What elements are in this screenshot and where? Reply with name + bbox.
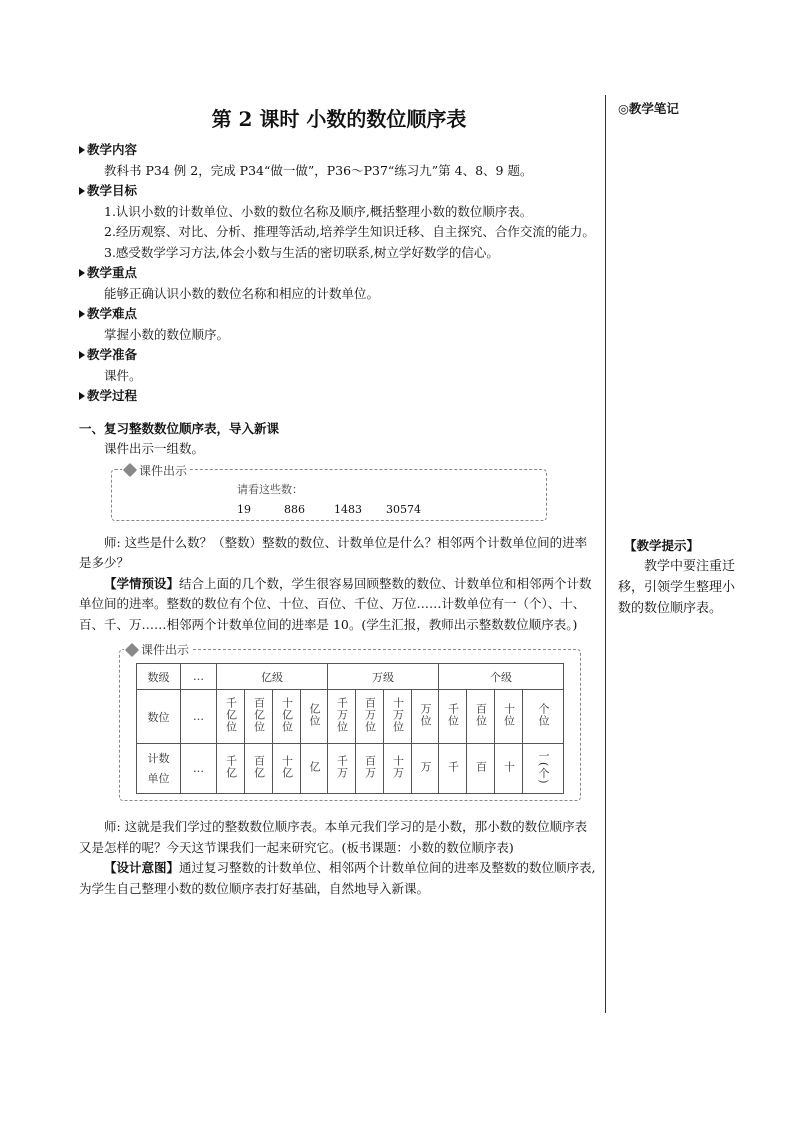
- unit-cell: 百: [467, 744, 495, 794]
- design-text: 通过复习整数的计数单位、相邻两个计数单位间的进率及整数的数位顺序表,为学生自己整理小数的数位顺序表打好基础，自然地导入新课。: [79, 860, 596, 896]
- row-label: 数位: [137, 690, 181, 744]
- section-heading-difficulty: 教学难点: [79, 304, 599, 325]
- ellipsis-cell: …: [181, 690, 217, 744]
- unit-cell: 千亿: [217, 744, 245, 794]
- place-cell: 十亿位: [273, 690, 301, 744]
- section-heading-prep: 教学准备: [79, 345, 599, 366]
- place-cell: 千位: [439, 690, 467, 744]
- courseware-box: [111, 463, 547, 521]
- key-text: 能够正确认识小数的数位名称和相应的计数单位。: [104, 285, 380, 301]
- group-cell: 个级: [439, 664, 564, 690]
- triangle-icon: [79, 392, 85, 400]
- goal-item: 2.经历观察、对比、分析、推理等活动,培养学生知识迁移、自主探究、合作交流的能力。: [104, 224, 595, 239]
- section-heading-content: 教学内容: [79, 140, 599, 161]
- box-hint: 请看这些数：: [237, 482, 303, 496]
- teaching-tip-text: 教学中要注重迁移，引领学生整理小数的数位顺序表。: [618, 559, 736, 616]
- place-cell: 百位: [467, 690, 495, 744]
- teaching-notes-title: ◎教学笔记: [618, 101, 679, 116]
- unit-cell: 百亿: [245, 744, 273, 794]
- courseware-table-box: [119, 643, 581, 801]
- triangle-icon: [79, 146, 85, 154]
- place-cell: 百亿位: [245, 690, 273, 744]
- place-cell: 十位: [495, 690, 523, 744]
- place-cell: 个位: [523, 690, 564, 744]
- group-cell: 万级: [328, 664, 439, 690]
- unit-cell: 千: [439, 744, 467, 794]
- ellipsis-cell: …: [181, 744, 217, 794]
- place-cell: 亿位: [301, 690, 328, 744]
- page-title: 第 2 课时 小数的数位顺序表: [211, 107, 467, 131]
- triangle-icon: [79, 310, 85, 318]
- triangle-icon: [79, 351, 85, 359]
- difficulty-text: 掌握小数的数位顺序。: [104, 326, 230, 342]
- table-row: [137, 744, 564, 794]
- unit-cell: 十万: [384, 744, 412, 794]
- teacher-question: 师: 这些是什么数？（整数）整数的数位、计数单位是什么？相邻两个计数单位间的进率是多少？: [79, 534, 588, 570]
- unit-cell: 亿: [301, 744, 328, 794]
- teacher-statement: 师: 这就是我们学过的整数数位顺序表。本单元我们学习的是小数，那小数的数位顺序表又是怎样的呢？今天这节课我们一起来研究它。(板书课题：小数的数位顺序表): [79, 819, 588, 855]
- courseware-label: 课件出示: [122, 462, 190, 479]
- place-cell: 百万位: [356, 690, 384, 744]
- table-row: [137, 664, 564, 690]
- unit-cell: 十亿: [273, 744, 301, 794]
- place-cell: 千亿位: [217, 690, 245, 744]
- row-label: 数级: [137, 664, 181, 690]
- unit-cell: 百万: [356, 744, 384, 794]
- lesson-main: [79, 95, 599, 899]
- section-heading-goals: 教学目标: [79, 181, 599, 202]
- number-item: 1483: [334, 502, 362, 516]
- table-row: [137, 690, 564, 744]
- design-paragraph: [79, 858, 599, 899]
- unit-cell: 十: [495, 744, 523, 794]
- column-divider: [605, 95, 606, 1013]
- number-list: [237, 503, 421, 516]
- unit-cell: 千万: [328, 744, 356, 794]
- number-item: 886: [284, 502, 305, 516]
- place-cell: 万位: [412, 690, 439, 744]
- content-text: 教科书 P34 例 2，完成 P34“做一做”，P36～P37“练习九”第 4、8、9 题。: [104, 162, 533, 178]
- part-intro: 课件出示一组数。: [104, 441, 205, 456]
- row-label: 计数单位: [137, 744, 181, 794]
- pencil-icon: [123, 463, 137, 477]
- analysis-text: 结合上面的几个数，学生很容易回顾整数的数位、计数单位和相邻两个计数单位间的进率。整数的数位有个位、十位、百位、千位、万位……计数单位有一（个）、十、百、千、万……相邻两个计数单位间的进率是 10。(学生汇报，教师出示整数数位顺序表。): [79, 575, 592, 632]
- goal-item: 3.感受数学学习方法,体会小数与生活的密切联系,树立学好数学的信心。: [104, 244, 499, 260]
- section-heading-process: 教学过程: [79, 386, 599, 407]
- triangle-icon: [79, 187, 85, 195]
- ellipsis-cell: …: [181, 664, 217, 690]
- number-item: 19: [237, 502, 251, 516]
- number-item: 30574: [386, 502, 421, 516]
- section-heading-key: 教学重点: [79, 263, 599, 284]
- integer-place-table: [136, 663, 564, 794]
- design-tag: 【设计意图】: [104, 860, 180, 875]
- analysis-tag: 【学情预设】: [104, 575, 180, 591]
- prep-text: 课件。: [104, 367, 142, 383]
- goal-item: 1.认识小数的计数单位、小数的数位名称及顺序,概括整理小数的数位顺序表。: [104, 203, 533, 219]
- unit-cell: 万: [412, 744, 439, 794]
- place-cell: 千万位: [328, 690, 356, 744]
- unit-cell: 一(个): [523, 744, 564, 794]
- teaching-tip-title: 【教学提示】: [624, 538, 700, 553]
- analysis-paragraph: [79, 574, 599, 636]
- courseware-label: 课件出示: [124, 641, 192, 658]
- place-cell: 十万位: [384, 690, 412, 744]
- part-heading: 一、复习整数数位顺序表，导入新课: [79, 420, 280, 436]
- pencil-icon: [125, 642, 139, 656]
- group-cell: 亿级: [217, 664, 328, 690]
- triangle-icon: [79, 269, 85, 277]
